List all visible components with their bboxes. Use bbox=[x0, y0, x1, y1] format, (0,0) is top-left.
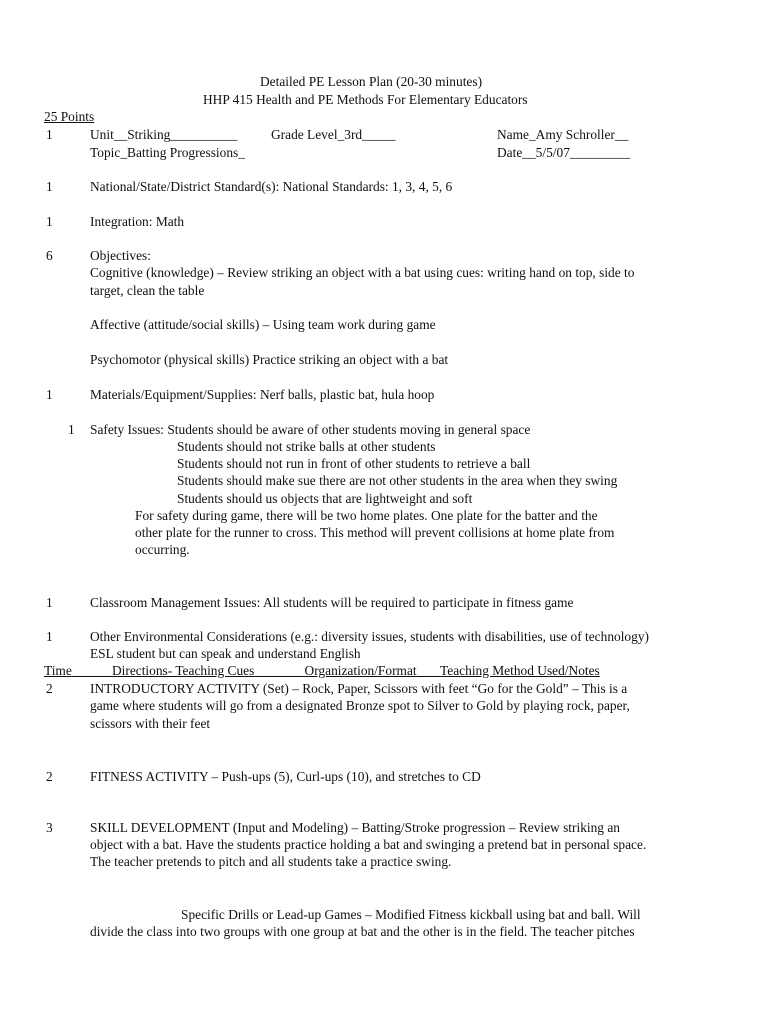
standards-points: 1 bbox=[46, 179, 53, 194]
unit-field bbox=[90, 126, 237, 143]
header-organization: Organization/Format bbox=[304, 663, 417, 678]
topic-field bbox=[90, 144, 245, 161]
name-value: _Amy Schroller__ bbox=[528, 127, 629, 142]
classroom-points: 1 bbox=[46, 595, 53, 610]
environment-points: 1 bbox=[46, 629, 53, 644]
intro-line-1: INTRODUCTORY ACTIVITY (Set) – Rock, Paper, Scissors with feet “Go for the Gold” – This is a bbox=[90, 681, 628, 696]
fitness-text: FITNESS ACTIVITY – Push-ups (5), Curl-ups (10), and stretches to CD bbox=[90, 769, 481, 784]
date-field bbox=[497, 144, 630, 161]
unit-label: Unit bbox=[90, 127, 114, 142]
integration-text: Integration: Math bbox=[90, 214, 185, 229]
skill-line-1: SKILL DEVELOPMENT (Input and Modeling) – Batting/Stroke progression – Review striking an bbox=[90, 820, 620, 835]
skill-time: 3 bbox=[46, 820, 53, 835]
classroom-text: Classroom Management Issues: All students will be required to participate in fitness game bbox=[90, 595, 574, 610]
objective-cognitive-line-2: target, clean the table bbox=[90, 283, 205, 298]
materials-text: Materials/Equipment/Supplies: Nerf balls, plastic bat, hula hoop bbox=[90, 387, 435, 402]
topic-label: Topic bbox=[90, 145, 121, 160]
fitness-time: 2 bbox=[46, 769, 53, 784]
objective-psychomotor: Psychomotor (physical skills) Practice striking an object with a bat bbox=[90, 352, 449, 367]
integration-points: 1 bbox=[46, 214, 53, 229]
points-total: 25 Points bbox=[44, 109, 95, 124]
objectives-points: 6 bbox=[46, 248, 53, 263]
course-title: HHP 415 Health and PE Methods For Elementary Educators bbox=[203, 92, 528, 107]
safety-line-5: Students should us objects that are lightweight and soft bbox=[177, 491, 473, 506]
objective-affective: Affective (attitude/social skills) – Using team work during game bbox=[90, 317, 436, 332]
intro-line-2: game where students will go from a designated Bronze spot to Silver to Gold by playing rock, paper, bbox=[90, 698, 630, 713]
skill-line-2: object with a bat. Have the students practice holding a bat and swinging a pretend bat in personal space. bbox=[90, 837, 647, 852]
grade-label: Grade Level bbox=[271, 127, 338, 142]
standards-text: National/State/District Standard(s): National Standards: 1, 3, 4, 5, 6 bbox=[90, 179, 453, 194]
objective-cognitive-line-1: Cognitive (knowledge) – Review striking an object with a bat using cues: writing hand on top, side to bbox=[90, 265, 635, 280]
drills-line-1: Specific Drills or Lead-up Games – Modified Fitness kickball using bat and ball. Will bbox=[181, 907, 641, 922]
safety-line-2: Students should not strike balls at other students bbox=[177, 439, 436, 454]
environment-line-2: ESL student but can speak and understand English bbox=[90, 646, 361, 661]
topic-value: _Batting Progressions_ bbox=[120, 145, 245, 160]
table-header bbox=[44, 662, 600, 679]
skill-line-3: The teacher pretends to pitch and all students take a practice swing. bbox=[90, 854, 452, 869]
materials-points: 1 bbox=[46, 387, 53, 402]
safety-game-line-1: For safety during game, there will be two home plates. One plate for the batter and the bbox=[135, 508, 598, 523]
header-directions: Directions- Teaching Cues bbox=[111, 663, 255, 678]
header-time: Time bbox=[44, 663, 72, 678]
safety-game-line-2: other plate for the runner to cross. This method will prevent collisions at home plate from bbox=[135, 525, 615, 540]
safety-line-1: Safety Issues: Students should be aware of other students moving in general space bbox=[90, 422, 531, 437]
safety-points: 1 bbox=[68, 422, 75, 437]
safety-game-line-3: occurring. bbox=[135, 542, 190, 557]
document-title: Detailed PE Lesson Plan (20-30 minutes) bbox=[260, 74, 483, 89]
info-points: 1 bbox=[46, 127, 53, 142]
safety-line-3: Students should not run in front of other students to retrieve a ball bbox=[177, 456, 531, 471]
objectives-heading: Objectives: bbox=[90, 248, 151, 263]
date-value: __5/5/07_________ bbox=[522, 145, 631, 160]
drills-line-2: divide the class into two groups with one group at bat and the other is in the field. The teacher pitches bbox=[90, 924, 635, 939]
environment-line-1: Other Environmental Considerations (e.g.: diversity issues, students with disabilities, use of technology) bbox=[90, 629, 649, 644]
intro-time: 2 bbox=[46, 681, 53, 696]
safety-line-4: Students should make sue there are not other students in the area when they swing bbox=[177, 473, 618, 488]
date-label: Date bbox=[497, 145, 523, 160]
grade-field bbox=[271, 126, 396, 143]
intro-line-3: scissors with their feet bbox=[90, 716, 211, 731]
name-label: Name bbox=[497, 127, 529, 142]
grade-value: _3rd_____ bbox=[337, 127, 396, 142]
unit-value: __Striking__________ bbox=[113, 127, 238, 142]
header-method: Teaching Method Used/Notes bbox=[440, 663, 600, 678]
name-field bbox=[497, 126, 628, 143]
